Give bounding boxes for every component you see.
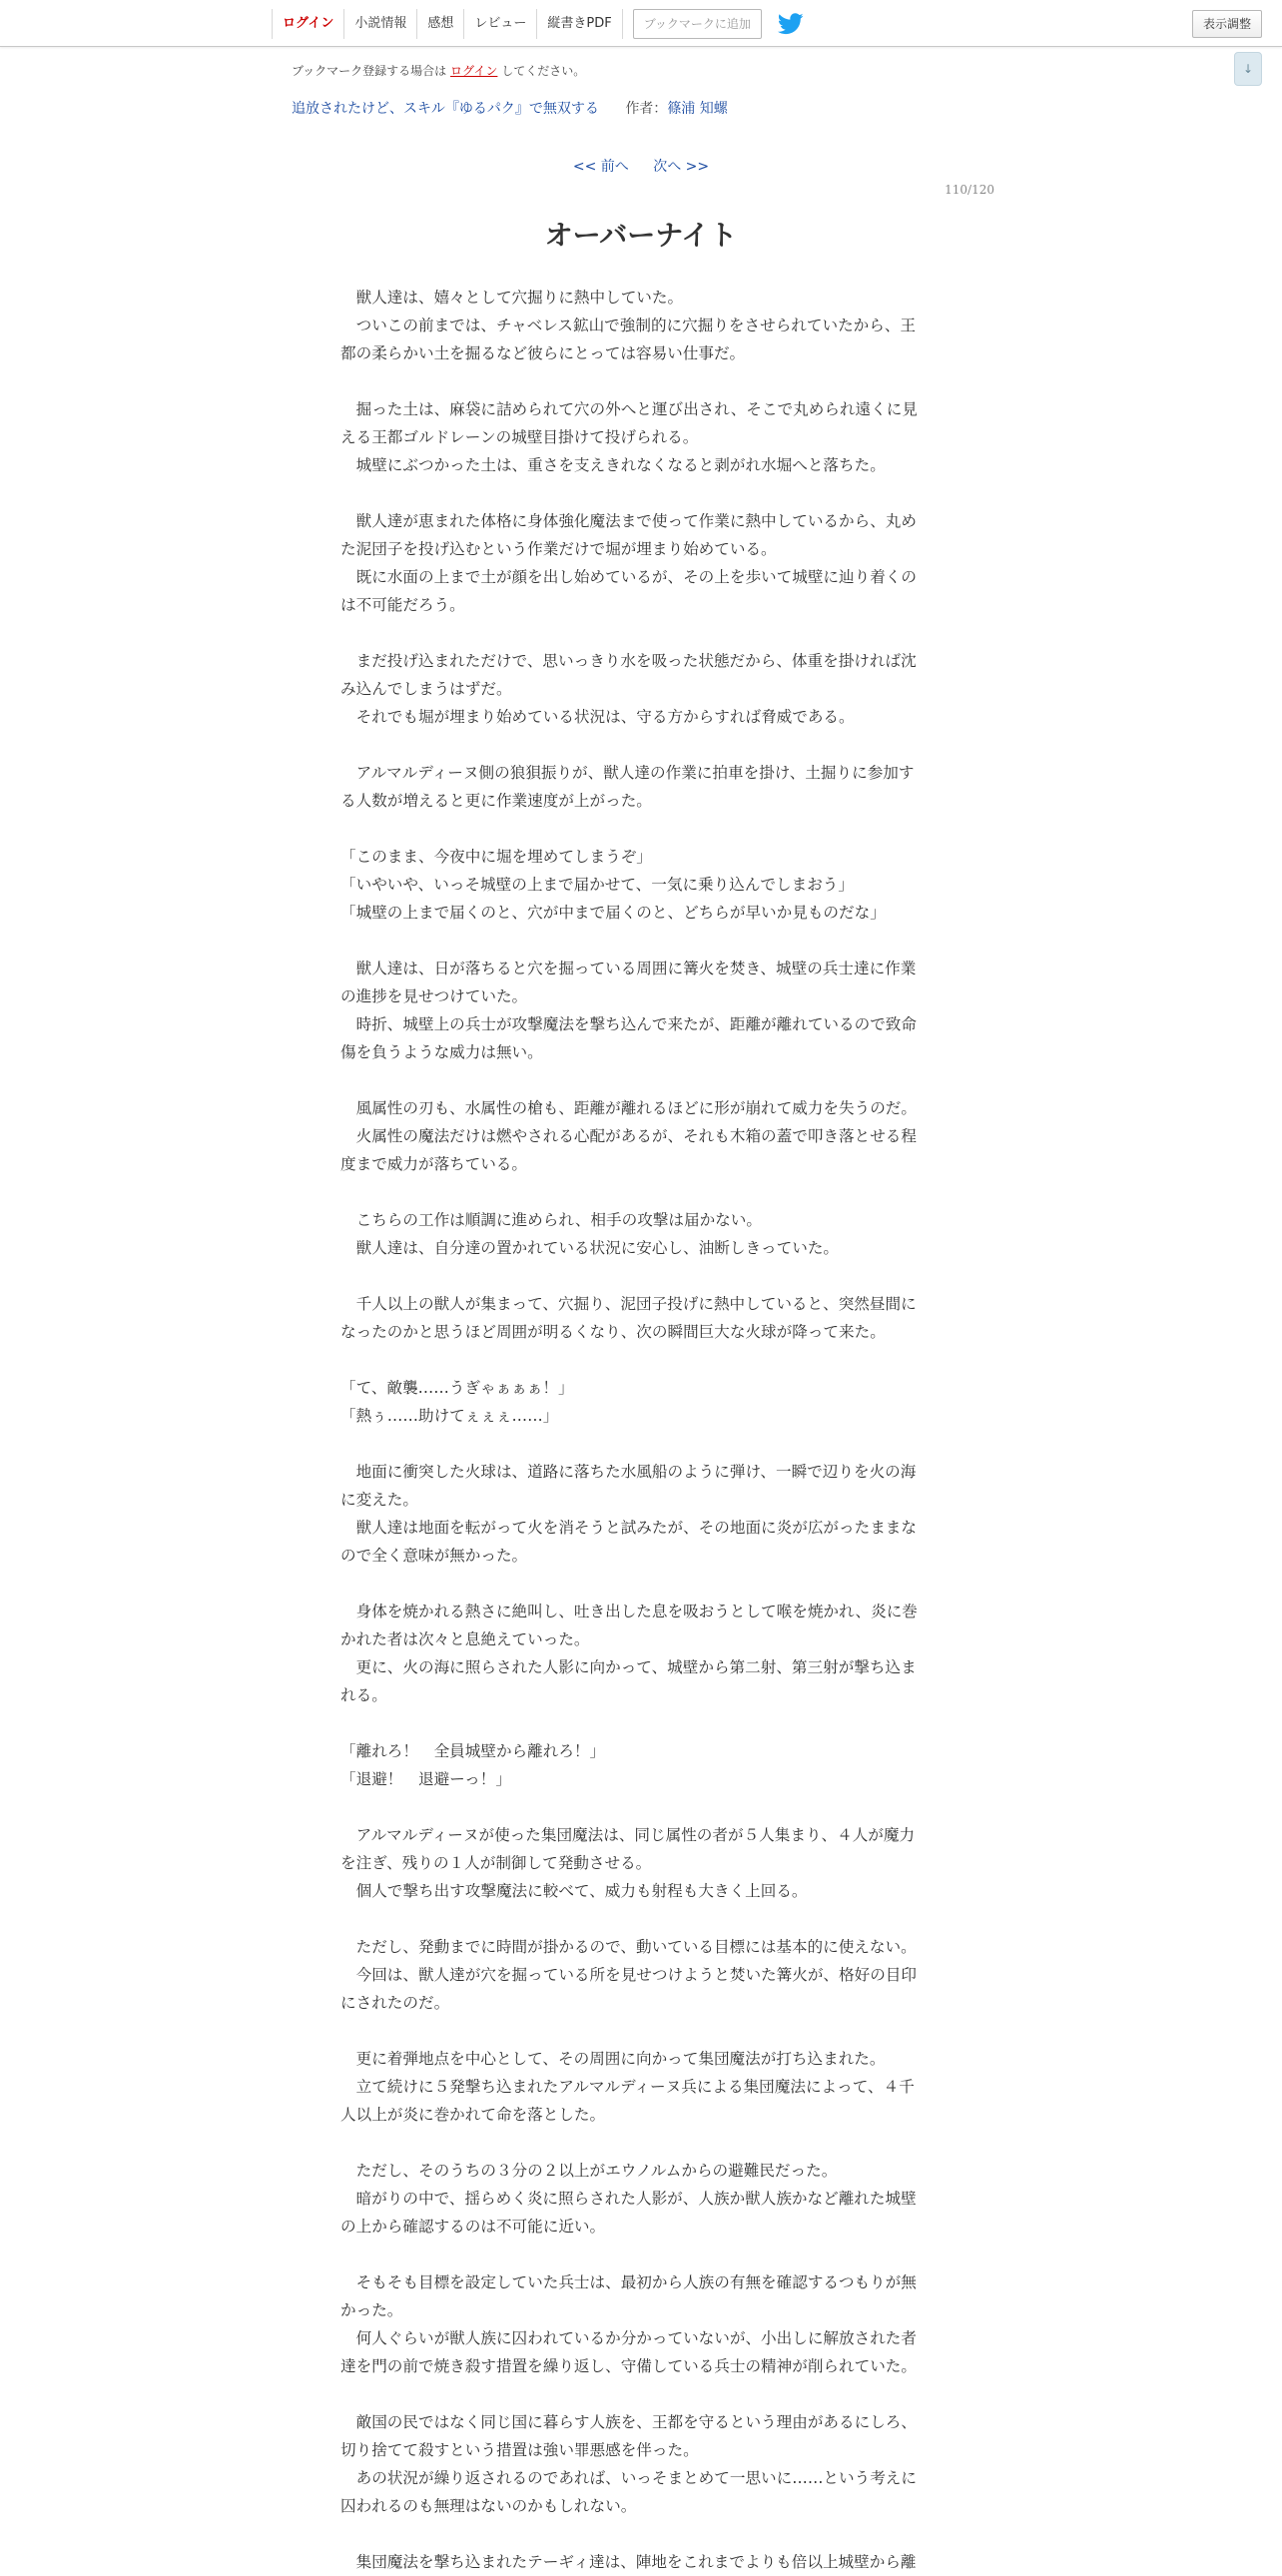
body-line: 地面に衝突した火球は、道路に落ちた水風船のように弾け、一瞬で辺りを火の海 — [340, 1463, 917, 1481]
prev-chapter-link[interactable]: << 前へ — [572, 159, 629, 175]
body-line: 「離れろ！ 全員城壁から離れろ！」 — [340, 1742, 606, 1760]
nav-review-link[interactable]: レビュー — [463, 9, 536, 39]
body-line: 敵国の民ではなく同じ国に暮らす人族を、王都を守るという理由があるにしろ、 — [340, 2413, 917, 2431]
body-line: える王都ゴルドレーンの城壁目掛けて投げられる。 — [340, 428, 699, 446]
body-line: は不可能だろう。 — [340, 596, 465, 614]
login-notice — [292, 62, 585, 79]
body-line — [340, 2241, 936, 2268]
body-line: 更に着弾地点を中心として、その周囲に向かって集団魔法が打ち込まれた。 — [340, 2050, 886, 2068]
body-line: 「いやいや、いっそ城壁の上まで届かせて、一気に乗り込んでしまおう」 — [340, 876, 854, 894]
body-line — [340, 815, 936, 843]
body-line — [340, 1262, 936, 1290]
body-line: を注ぎ、残りの１人が制御して発動させる。 — [340, 1854, 652, 1872]
body-line: 「このまま、今夜中に堀を埋めてしまうぞ」 — [340, 848, 652, 866]
chapter-pager — [0, 156, 1282, 176]
body-line: そもそも目標を設定していた兵士は、最初から人族の有無を確認するつもりが無 — [340, 2273, 917, 2291]
body-line: ついこの前までは、チャベレス鉱山で強制的に穴掘りをさせられていたから、王 — [340, 317, 917, 334]
body-line: なったのかと思うほど周囲が明るくなり、次の瞬間巨大な火球が降って来た。 — [340, 1323, 886, 1341]
body-line: 今回は、獣人達が穴を掘っている所を見せつけようと焚いた篝火が、格好の目印 — [340, 1966, 917, 1984]
body-line — [340, 367, 936, 395]
nav-vertical-pdf-link[interactable]: 縦書きPDF — [536, 9, 622, 39]
nav-impressions-link[interactable]: 感想 — [416, 9, 463, 39]
body-line: 切り捨てて殺すという措置は強い罪悪感を伴った。 — [340, 2441, 699, 2459]
body-line — [340, 619, 936, 647]
body-line: の進捗を見せつけていた。 — [340, 987, 528, 1005]
body-line: 囚われるのも無理はないのかもしれない。 — [340, 2497, 637, 2515]
body-line: 掘った土は、麻袋に詰められて穴の外へと運び出され、そこで丸められ遠くに見 — [340, 400, 918, 418]
body-line: それでも堀が埋まり始めている状況は、守る方からすれば脅威である。 — [340, 708, 855, 726]
add-bookmark-button[interactable]: ブックマークに追加 — [633, 9, 762, 39]
body-line: 何人ぐらいが獣人族に囚われているか分かっていないが、小出しに解放された者 — [340, 2329, 917, 2347]
body-line: 獣人達は、日が落ちると穴を掘っている周囲に篝火を焚き、城壁の兵士達に作業 — [340, 960, 917, 977]
nav-login-link[interactable]: ログイン — [272, 9, 343, 39]
body-line: 獣人達は、嬉々として穴掘りに熱中していた。 — [340, 289, 684, 307]
body-line: 風属性の刃も、水属性の槍も、距離が離れるほどに形が崩れて威力を失うのだ。 — [340, 1099, 917, 1117]
body-line: 立て続けに５発撃ち込まれたアルマルディーヌ兵による集団魔法によって、４千 — [340, 2078, 915, 2096]
body-line: にされたのだ。 — [340, 1994, 450, 2012]
author-label: 作者： — [625, 101, 668, 117]
body-line: に変えた。 — [340, 1491, 418, 1509]
body-line — [340, 2380, 936, 2408]
body-line: 人以上が炎に巻かれて命を落とした。 — [340, 2106, 606, 2124]
top-header — [0, 0, 1282, 47]
body-line — [340, 1346, 936, 1374]
body-line: まだ投げ込まれただけで、思いっきり水を吸った状態だから、体重を掛ければ沈 — [340, 652, 917, 670]
display-settings-button[interactable]: 表示調整 — [1192, 10, 1262, 38]
body-line: ので全く意味が無かった。 — [340, 1547, 528, 1565]
body-line: れる。 — [340, 1686, 387, 1704]
body-line: 千人以上の獣人が集まって、穴掘り、泥団子投げに熱中していると、突然昼間に — [340, 1295, 917, 1313]
novel-body — [340, 284, 936, 2576]
body-line: 更に、火の海に照らされた人影に向かって、城壁から第二射、第三射が撃ち込ま — [340, 1658, 917, 1676]
body-line: 「熱ぅ……助けてぇぇぇ……」 — [340, 1407, 559, 1425]
scroll-down-button[interactable] — [1234, 52, 1262, 86]
next-chapter-link[interactable]: 次へ >> — [653, 159, 710, 175]
body-line: 火属性の魔法だけは燃やされる心配があるが、それも木箱の蓋で叩き落とせる程 — [340, 1127, 917, 1145]
body-line: ただし、そのうちの３分の２以上がエウノルムからの避難民だった。 — [340, 2162, 838, 2180]
body-line: 度まで威力が落ちている。 — [340, 1155, 527, 1173]
body-line: 獣人達は、自分達の置かれている状況に安心し、油断しきっていた。 — [340, 1239, 840, 1257]
nav-novel-info-link[interactable]: 小説情報 — [343, 9, 416, 39]
body-line: 獣人達は地面を転がって火を消そうと試みたが、その地面に炎が広がったままな — [340, 1519, 917, 1537]
body-line — [340, 1793, 936, 1821]
body-line: こちらの工作は順調に進められ、相手の攻撃は届かない。 — [340, 1211, 762, 1229]
body-line — [340, 927, 936, 955]
notice-text-before: ブックマーク登録する場合は — [292, 64, 447, 78]
body-line — [340, 1709, 936, 1737]
body-line: 獣人達が恵まれた体格に身体強化魔法まで使って作業に熱中しているから、丸め — [340, 512, 917, 530]
body-line: 時折、城壁上の兵士が攻撃魔法を撃ち込んで来たが、距離が離れているので致命 — [340, 1015, 917, 1033]
body-line: アルマルディーヌが使った集団魔法は、同じ属性の者が５人集まり、４人が魔力 — [340, 1826, 916, 1844]
body-line: み込んでしまうはずだ。 — [340, 680, 512, 698]
body-line — [340, 1178, 936, 1206]
notice-text-after: してください。 — [501, 64, 586, 78]
body-line: 都の柔らかい土を掘るなど彼らにとっては容易い仕事だ。 — [340, 344, 746, 362]
novel-title-line — [292, 98, 728, 118]
body-line — [340, 2520, 936, 2548]
chapter-count: 110/120 — [945, 183, 994, 197]
arrow-down-icon: ↓ — [1242, 62, 1254, 76]
body-line: の上から確認するのは不可能に近い。 — [340, 2218, 606, 2236]
body-line: かれた者は次々と息絶えていった。 — [340, 1630, 590, 1648]
body-line: る人数が増えると更に作業速度が上がった。 — [340, 792, 652, 810]
body-line: 「退避！ 退避ーっ！」 — [340, 1770, 511, 1788]
body-line — [340, 1905, 936, 1933]
author-name-link[interactable]: 篠浦 知螺 — [667, 101, 728, 117]
body-line: た泥団子を投げ込むという作業だけで堀が埋まり始めている。 — [340, 540, 777, 558]
notice-login-link[interactable]: ログイン — [450, 64, 498, 78]
body-line — [340, 479, 936, 507]
body-line: ただし、発動までに時間が掛かるので、動いている目標には基本的に使えない。 — [340, 1938, 917, 1956]
body-line: あの状況が繰り返されるのであれば、いっそまとめて一思いに……という考えに — [340, 2469, 917, 2487]
body-line: 暗がりの中で、揺らめく炎に照らされた人影が、人族か獣人族かなど離れた城壁 — [340, 2190, 917, 2208]
body-line: 城壁にぶつかった土は、重さを支えきれなくなると剥がれ水堀へと落ちた。 — [340, 456, 886, 474]
body-line: 個人で撃ち出す攻撃魔法に較べて、威力も射程も大きく上回る。 — [340, 1882, 808, 1900]
body-line: 集団魔法を撃ち込まれたテーギィ達は、陣地をこれまでよりも倍以上城壁から離 — [340, 2553, 917, 2571]
chapter-title: オーバーナイト — [544, 219, 738, 252]
body-line — [340, 1570, 936, 1598]
body-line: 傷を負うような威力は無い。 — [340, 1043, 543, 1061]
body-line: 既に水面の上まで土が顔を出し始めているが、その上を歩いて城壁に辿り着くの — [340, 568, 917, 586]
body-line — [340, 1430, 936, 1458]
body-line: 達を門の前で焼き殺す措置を繰り返し、守備している兵士の精神が削られていた。 — [340, 2357, 917, 2375]
body-line — [340, 731, 936, 759]
body-line — [340, 2129, 936, 2157]
top-nav — [272, 8, 804, 40]
novel-title-link[interactable]: 追放されたけど、スキル『ゆるパク』で無双する — [292, 101, 599, 117]
body-line: 身体を焼かれる熱さに絶叫し、吐き出した息を吸おうとして喉を焼かれ、炎に巻 — [340, 1603, 918, 1620]
body-line: 「城壁の上まで届くのと、穴が中まで届くのと、どちらが早いか見ものだな」 — [340, 904, 886, 922]
body-line: 「て、敵襲……うぎゃぁぁぁ！」 — [340, 1379, 574, 1397]
body-line — [340, 2017, 936, 2045]
body-line — [340, 1066, 936, 1094]
body-line: アルマルディーヌ側の狼狽振りが、獣人達の作業に拍車を掛け、土掘りに参加す — [340, 764, 915, 782]
twitter-bird-icon[interactable] — [778, 13, 804, 35]
body-line: かった。 — [340, 2301, 403, 2319]
